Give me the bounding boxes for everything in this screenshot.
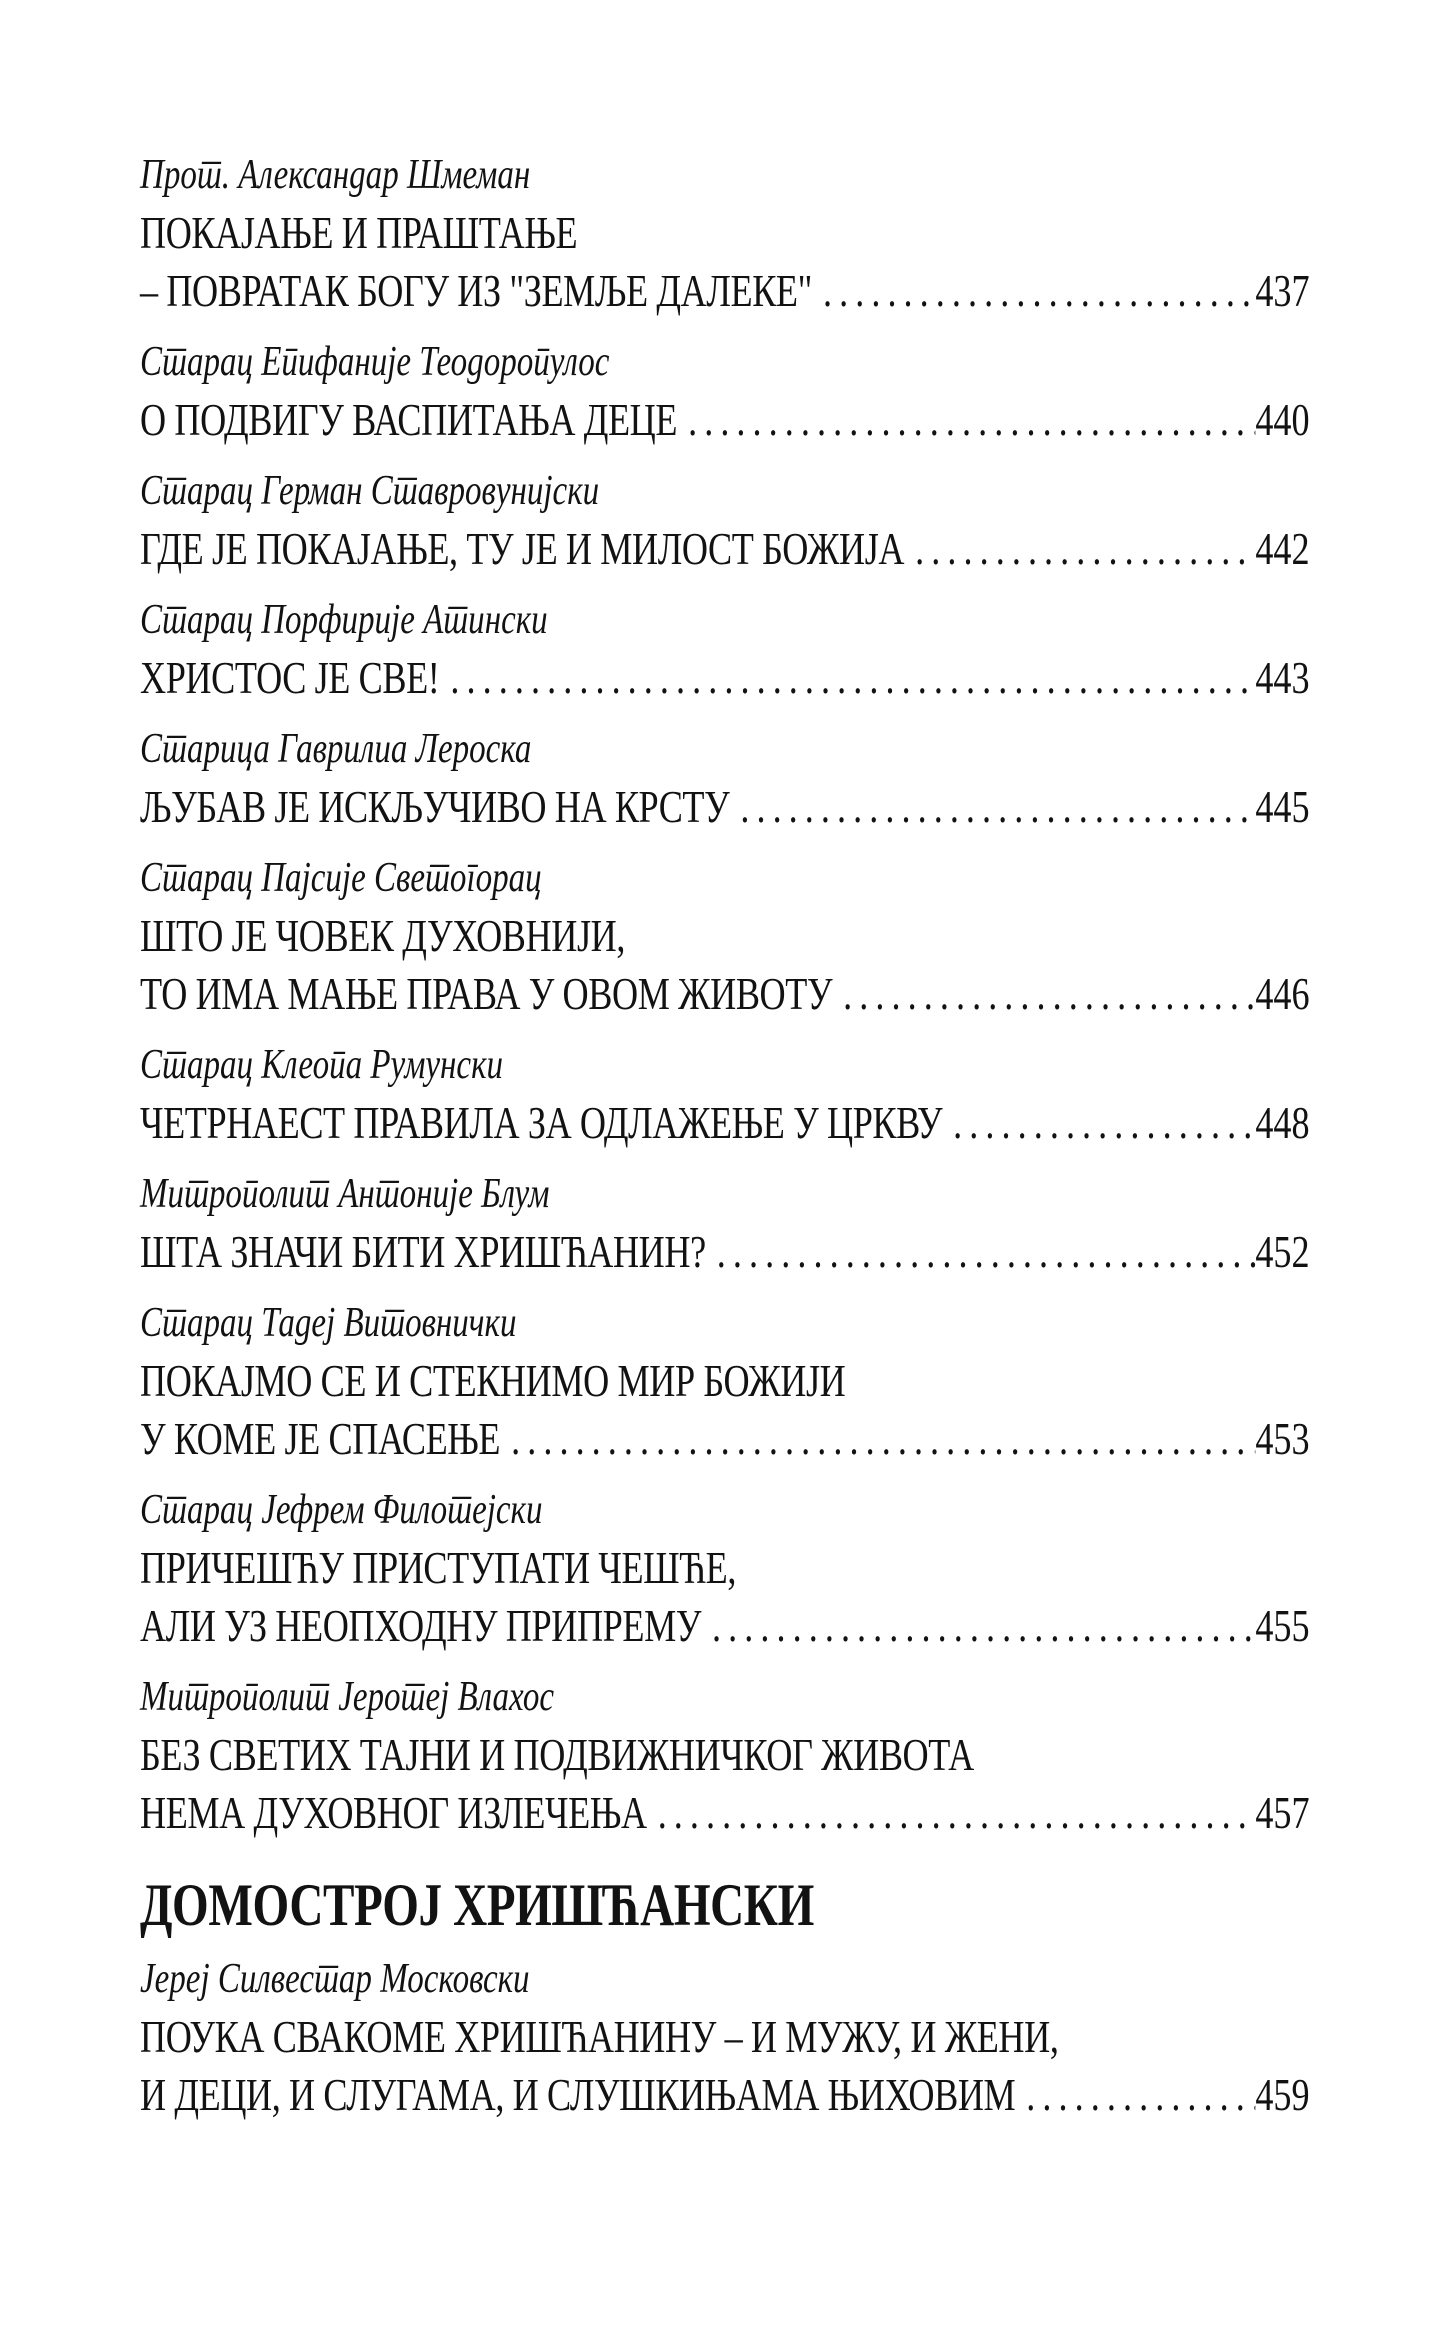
toc-entry-title-row xyxy=(140,262,1310,320)
toc-entry-title: ГДЕ ЈЕ ПОКАЈАЊЕ, ТУ ЈЕ И МИЛОСТ БОЖИЈА xyxy=(140,523,905,574)
dot-leader xyxy=(688,391,1255,449)
toc-entry-author: Јереј Силвестар Московски xyxy=(140,1956,530,2002)
toc-content xyxy=(140,146,1310,2137)
toc-entry-author: Старац Пајсије Светогорац xyxy=(140,855,542,901)
dot-leader xyxy=(823,262,1255,320)
toc-entry-title-row xyxy=(140,907,1310,965)
dot-leader xyxy=(740,778,1255,836)
toc-entry-title-row xyxy=(140,1410,1310,1468)
toc-entry-author: Старац Порфирије Атински xyxy=(140,597,548,643)
toc-entry-title: У КОМЕ ЈЕ СПАСЕЊЕ xyxy=(140,1413,501,1464)
dot-leader xyxy=(717,1223,1256,1281)
toc-entry-title: ХРИСТОС ЈЕ СВЕ! xyxy=(140,652,440,703)
toc-entry-author: Митрополит Јеротеј Влахос xyxy=(140,1674,554,1720)
toc-entry xyxy=(140,720,1310,836)
toc-entry xyxy=(140,146,1310,320)
dot-leader xyxy=(511,1410,1255,1468)
toc-entry xyxy=(140,1481,1310,1655)
page-number: 442 xyxy=(1255,523,1310,574)
toc-entry xyxy=(140,462,1310,578)
toc-entry-author: Старац Епифаније Теодоропулос xyxy=(140,339,610,385)
dot-leader xyxy=(450,649,1255,707)
toc-entry-title: ЧЕТРНАЕСТ ПРАВИЛА ЗА ОДЛАЖЕЊЕ У ЦРКВУ xyxy=(140,1097,943,1148)
toc-entry-author: Старац Јефрем Филотејски xyxy=(140,1487,543,1533)
toc-entry-title: ПРИЧЕШЋУ ПРИСТУПАТИ ЧЕШЋЕ, xyxy=(140,1542,736,1593)
toc-entry-title-row xyxy=(140,391,1310,449)
toc-entry-title: ПОКАЈАЊЕ И ПРАШТАЊЕ xyxy=(140,207,578,258)
dot-leader xyxy=(658,1784,1256,1842)
toc-entry-title-row xyxy=(140,965,1310,1023)
page-number: 443 xyxy=(1255,652,1310,703)
toc-section-entries xyxy=(140,1950,1310,2124)
dot-leader xyxy=(843,965,1255,1023)
toc-entry-title: ТО ИМА МАЊЕ ПРАВА У ОВОМ ЖИВОТУ xyxy=(140,968,833,1019)
toc-entry-title-row xyxy=(140,1352,1310,1410)
page-number: 455 xyxy=(1255,1600,1310,1651)
toc-entry xyxy=(140,1950,1310,2124)
dot-leader xyxy=(712,1597,1255,1655)
toc-entry xyxy=(140,1294,1310,1468)
toc-entry-title: НЕМА ДУХОВНОГ ИЗЛЕЧЕЊА xyxy=(140,1787,647,1838)
toc-entry-title: ПОУКА СВАКОМЕ ХРИШЋАНИНУ – И МУЖУ, И ЖЕНИ, xyxy=(140,2011,1059,2062)
toc-entry-title-row xyxy=(140,1223,1310,1281)
page-number: 452 xyxy=(1255,1226,1310,1277)
toc-entry xyxy=(140,333,1310,449)
toc-entry-title-row xyxy=(140,1094,1310,1152)
toc-entry-title: АЛИ УЗ НЕОПХОДНУ ПРИПРЕМУ xyxy=(140,1600,702,1651)
toc-entry-title-row xyxy=(140,778,1310,836)
page-number: 440 xyxy=(1255,394,1310,445)
toc-entry-author: Митрополит Антоније Блум xyxy=(140,1171,550,1217)
toc-entry-author: Старац Клеопа Румунски xyxy=(140,1042,504,1088)
dot-leader xyxy=(915,520,1255,578)
toc-entry xyxy=(140,591,1310,707)
page-number: 437 xyxy=(1255,265,1310,316)
page-number: 459 xyxy=(1255,2069,1310,2120)
toc-entry-title: ШТА ЗНАЧИ БИТИ ХРИШЋАНИН? xyxy=(140,1226,706,1277)
toc-entry-title: ЉУБАВ ЈЕ ИСКЉУЧИВО НА КРСТУ xyxy=(140,781,730,832)
toc-entry-author: Прот. Александар Шмеман xyxy=(140,152,531,198)
toc-entry-title: – ПОВРАТАК БОГУ ИЗ "ЗЕМЉЕ ДАЛЕКЕ" xyxy=(140,265,812,316)
toc-entry-title-row xyxy=(140,520,1310,578)
dot-leader xyxy=(1026,2066,1255,2124)
toc-entries xyxy=(140,146,1310,1842)
toc-entry-title: И ДЕЦИ, И СЛУГАМА, И СЛУШКИЊАМА ЊИХОВИМ xyxy=(140,2069,1016,2120)
toc-entry-title-row xyxy=(140,649,1310,707)
toc-entry-title-row xyxy=(140,1784,1310,1842)
page-number: 453 xyxy=(1255,1413,1310,1464)
section-heading: ДОМОСТРОЈ ХРИШЋАНСКИ xyxy=(140,1872,814,1938)
toc-entry-title: ПОКАЈМО СЕ И СТЕКНИМО МИР БОЖИЈИ xyxy=(140,1355,846,1406)
page-number: 445 xyxy=(1255,781,1310,832)
toc-entry-title-row xyxy=(140,1597,1310,1655)
toc-entry-title: О ПОДВИГУ ВАСПИТАЊА ДЕЦЕ xyxy=(140,394,678,445)
toc-entry-title-row xyxy=(140,204,1310,262)
toc-entry-title-row xyxy=(140,1539,1310,1597)
toc-entry-title-row xyxy=(140,2066,1310,2124)
toc-entry xyxy=(140,1165,1310,1281)
toc-entry-author: Старица Гаврилиа Лероска xyxy=(140,726,532,772)
toc-entry-author: Старац Герман Ставровунијски xyxy=(140,468,600,514)
toc-entry-title-row xyxy=(140,1726,1310,1784)
toc-entry xyxy=(140,1036,1310,1152)
toc-entry-author: Старац Тадеј Витовнички xyxy=(140,1300,517,1346)
page-number: 448 xyxy=(1255,1097,1310,1148)
toc-entry-title-row xyxy=(140,2008,1310,2066)
toc-entry-title: ШТО ЈЕ ЧОВЕК ДУХОВНИЈИ, xyxy=(140,910,625,961)
page-number: 446 xyxy=(1255,968,1310,1019)
toc-entry-title: БЕЗ СВЕТИХ ТАЈНИ И ПОДВИЖНИЧКОГ ЖИВОТА xyxy=(140,1729,974,1780)
toc-entry xyxy=(140,849,1310,1023)
page-number: 457 xyxy=(1255,1787,1310,1838)
toc-entry xyxy=(140,1668,1310,1842)
dot-leader xyxy=(953,1094,1255,1152)
